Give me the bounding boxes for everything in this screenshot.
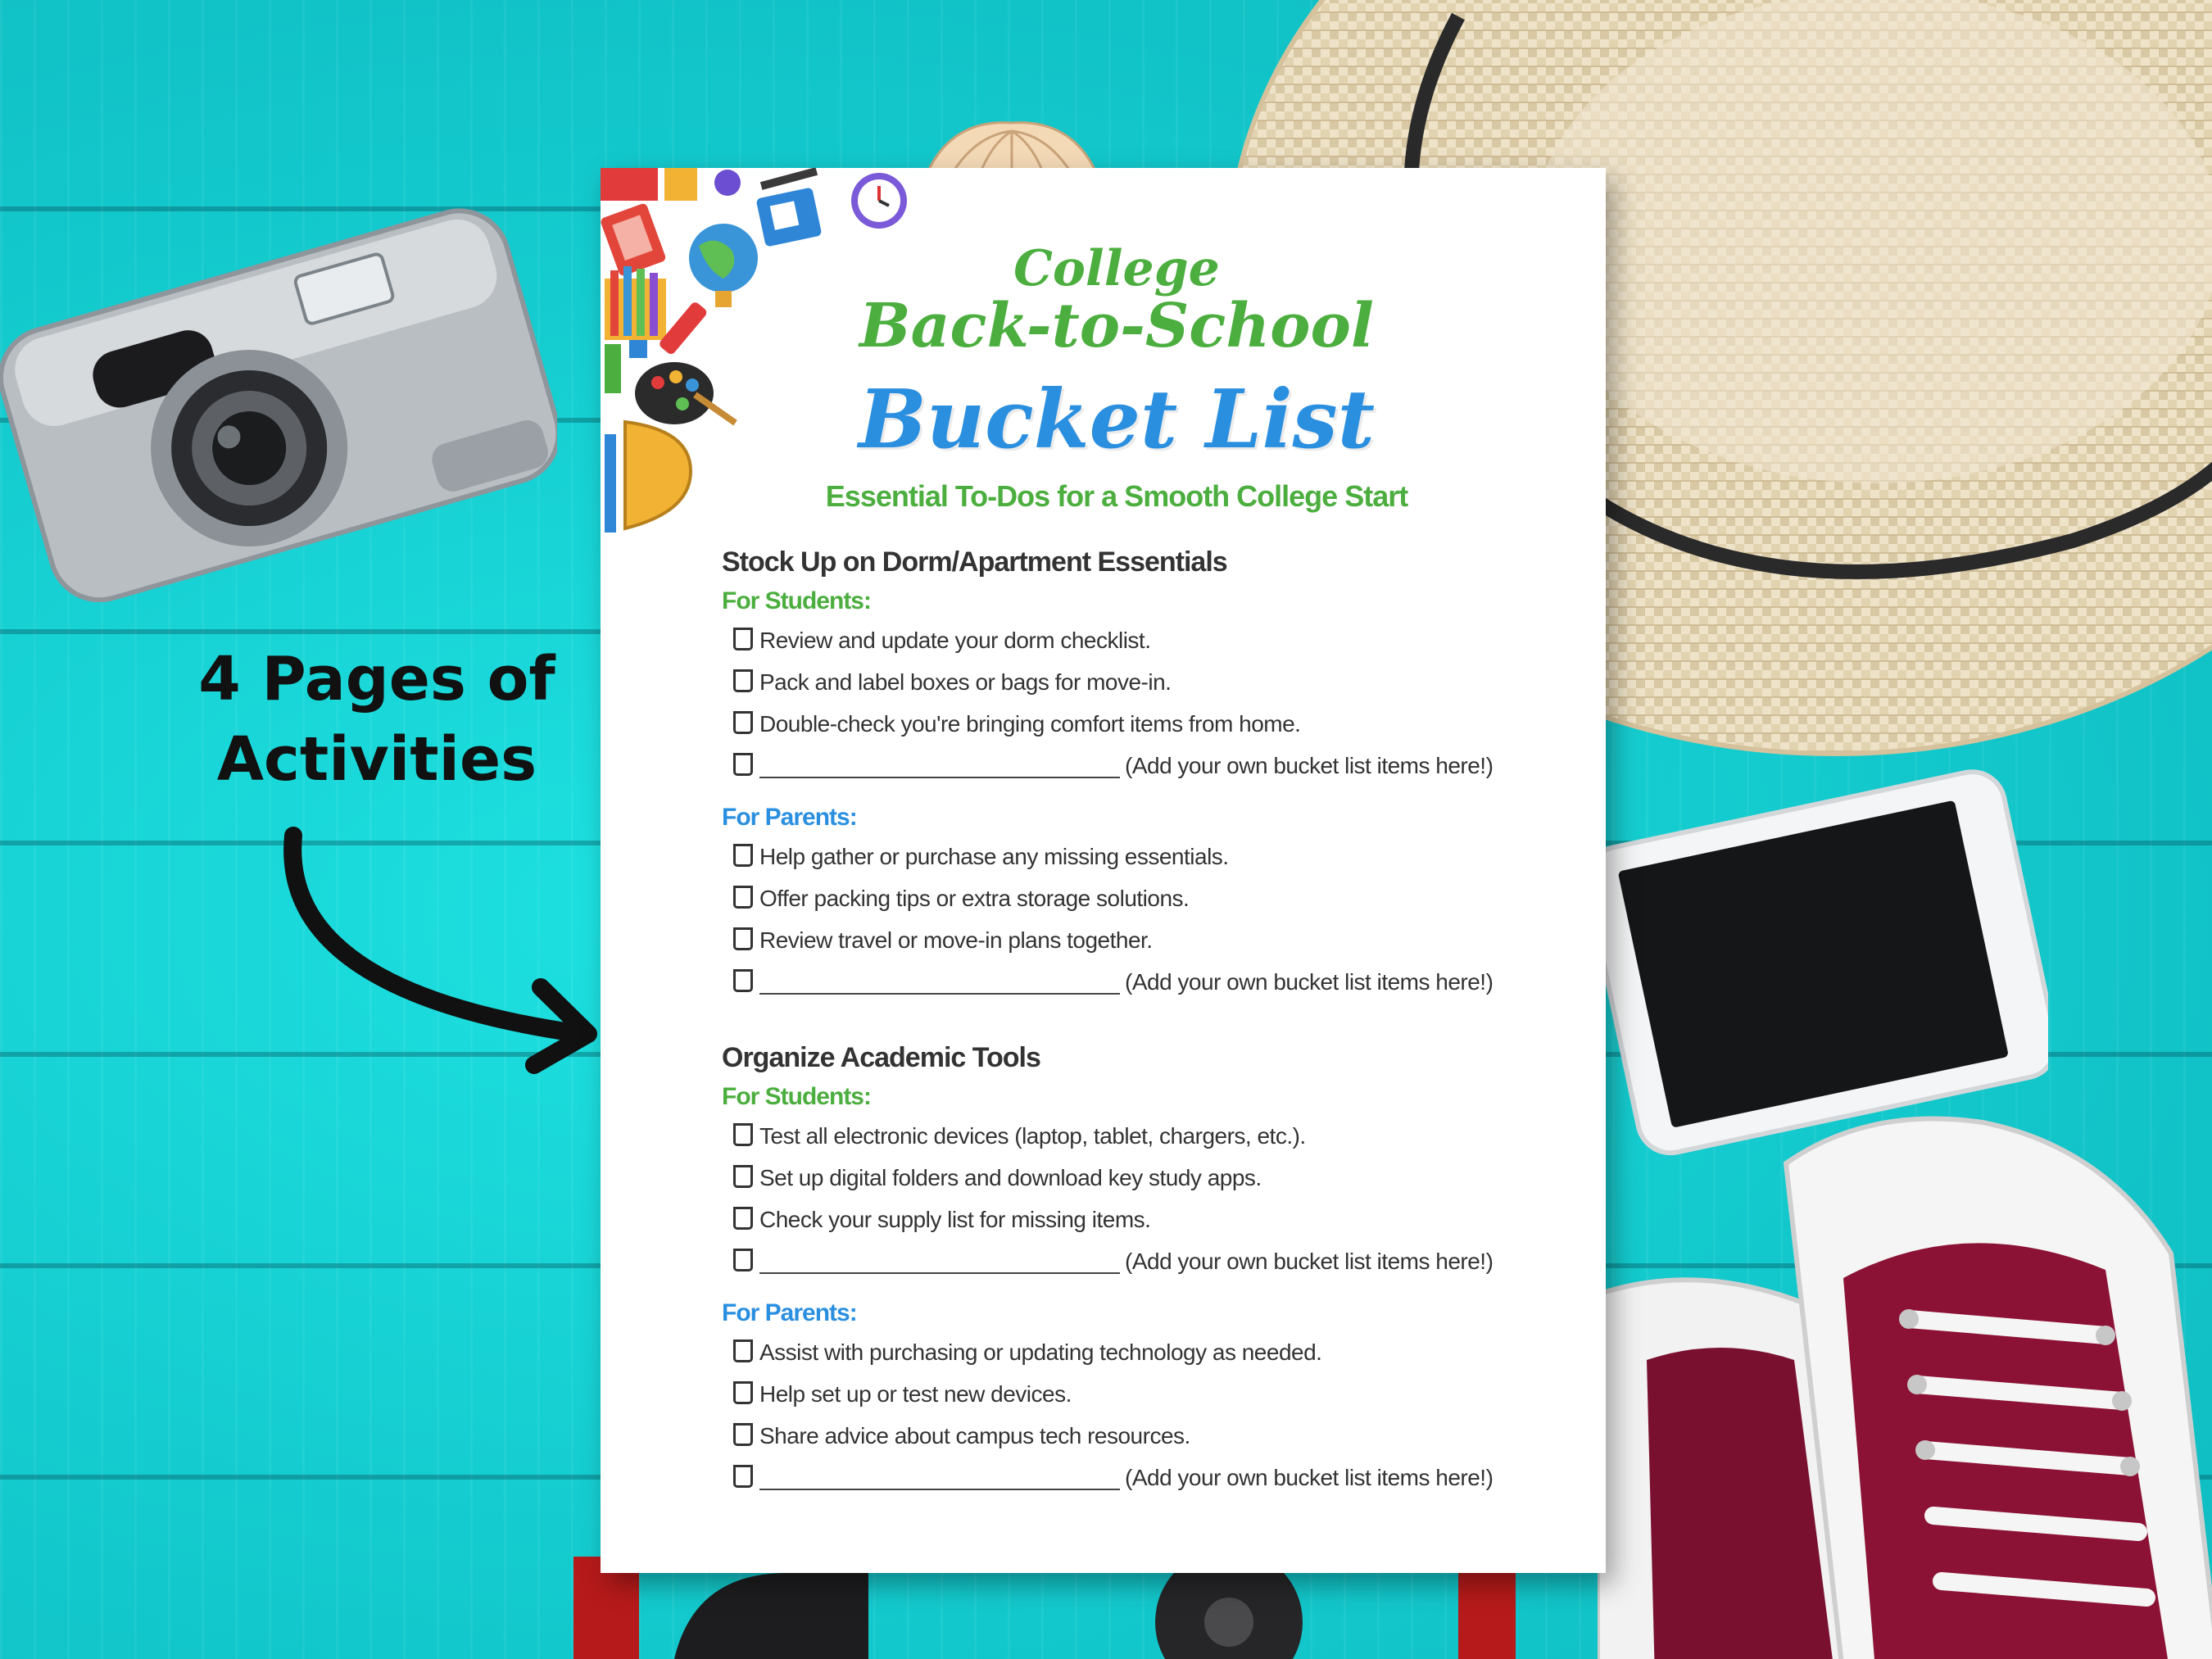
section-title: Organize Academic Tools: [722, 1042, 1040, 1073]
item-text: Set up digital folders and download key study apps.: [759, 1165, 1262, 1190]
checkbox[interactable]: [733, 1423, 753, 1446]
item-text: Help set up or test new devices.: [759, 1381, 1072, 1407]
checkbox[interactable]: [733, 927, 753, 950]
section-dorm-essentials: [722, 541, 1590, 1003]
checkbox[interactable]: [733, 1249, 753, 1271]
checkbox[interactable]: [733, 711, 753, 734]
section-academic-tools: [722, 1036, 1590, 1498]
checkbox[interactable]: [733, 1465, 753, 1488]
title-bucket-list: Bucket List: [859, 373, 1375, 467]
list-item: [722, 661, 1590, 703]
item-text: Test all electronic devices (laptop, tablet, chargers, etc.).: [759, 1123, 1306, 1149]
list-item: [722, 1157, 1590, 1199]
title-back-to-school: Back-to-School: [859, 291, 1374, 361]
checkbox[interactable]: [733, 1381, 753, 1404]
item-text: Help gather or purchase any missing essentials.: [759, 844, 1229, 869]
curved-arrow-icon: [270, 819, 598, 1081]
write-in-item: [722, 745, 1590, 786]
callout-line-1: 4 Pages of: [198, 644, 555, 714]
write-in-line[interactable]: [759, 1248, 1120, 1274]
item-text: Double-check you're bringing comfort items from home.: [759, 711, 1301, 737]
callout-line-2: Activities: [216, 724, 537, 795]
list-item: [722, 1373, 1590, 1415]
list-item: [722, 919, 1590, 961]
list-item: [722, 1199, 1590, 1240]
checkbox[interactable]: [733, 1207, 753, 1230]
write-in-item: [722, 961, 1590, 1003]
write-in-hint: (Add your own bucket list items here!): [1125, 969, 1494, 995]
camera-photo: [0, 143, 557, 602]
list-item: [722, 619, 1590, 661]
item-text: Pack and label boxes or bags for move-in.: [759, 669, 1172, 695]
parents-label: For Parents:: [722, 804, 857, 831]
write-in-line[interactable]: [759, 1464, 1120, 1490]
students-label: For Students:: [722, 1083, 871, 1110]
write-in-hint: (Add your own bucket list items here!): [1125, 753, 1494, 778]
item-text: Share advice about campus tech resources.: [759, 1423, 1190, 1448]
subtitle: Essential To-Dos for a Smooth College Start: [825, 479, 1408, 513]
checkbox[interactable]: [733, 628, 753, 650]
checkbox[interactable]: [733, 844, 753, 867]
list-item: [722, 703, 1590, 745]
callout-text: [164, 639, 590, 800]
worksheet-page: [601, 168, 1606, 1573]
item-text: Assist with purchasing or updating technology as needed.: [759, 1339, 1322, 1365]
parents-label: For Parents:: [722, 1299, 857, 1326]
item-text: Review and update your dorm checklist.: [759, 628, 1151, 653]
red-sneaker-photo: [1598, 1090, 2212, 1659]
item-text: Check your supply list for missing items.: [759, 1207, 1151, 1232]
list-item: [722, 1415, 1590, 1457]
students-label: For Students:: [722, 587, 871, 614]
checkbox[interactable]: [733, 1165, 753, 1188]
checkbox[interactable]: [733, 1339, 753, 1362]
list-item: [722, 836, 1590, 877]
item-text: Review travel or move-in plans together.: [759, 927, 1153, 953]
write-in-line[interactable]: [759, 752, 1120, 778]
write-in-hint: (Add your own bucket list items here!): [1125, 1249, 1494, 1274]
title-college: College: [1013, 240, 1220, 297]
section-title: Stock Up on Dorm/Apartment Essentials: [722, 546, 1227, 578]
checkbox[interactable]: [733, 1123, 753, 1146]
checkbox[interactable]: [733, 969, 753, 992]
checkbox[interactable]: [733, 753, 753, 776]
write-in-item: [722, 1457, 1590, 1498]
list-item: [722, 1115, 1590, 1157]
checkbox[interactable]: [733, 669, 753, 692]
checkbox[interactable]: [733, 886, 753, 909]
write-in-item: [722, 1240, 1590, 1282]
list-item: [722, 1331, 1590, 1373]
item-text: Offer packing tips or extra storage solutions.: [759, 886, 1190, 911]
write-in-hint: (Add your own bucket list items here!): [1125, 1465, 1494, 1490]
write-in-line[interactable]: [759, 968, 1120, 995]
list-item: [722, 877, 1590, 919]
